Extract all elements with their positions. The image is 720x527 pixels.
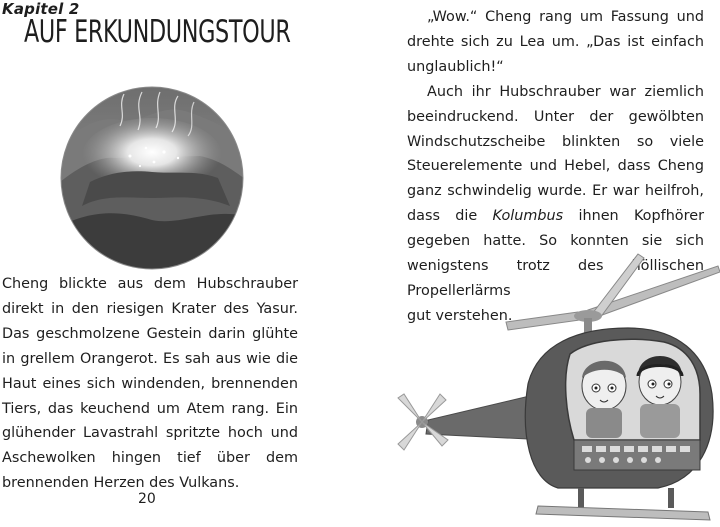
page-number: 20 [138, 491, 156, 507]
paragraph: Cheng blickte aus dem Hubschrauber direkt in den riesigen Krater des Yasur. Das geschmolzene Gestein darin glühte in grellem Orangerot. Es sah aus wie die Haut eines sich windenden, brennenden Tiers, das keuchend um Atem rang. Ein glühender Lavastrahl spritzte hoch und Aschewolken hingen tief über dem brennenden Herzen des Vulkans. [2, 276, 298, 492]
character-cheng [638, 356, 682, 438]
left-paragraph [2, 272, 298, 496]
paragraph-2-end: gut verstehen. [407, 307, 513, 324]
paragraph-1: „Wow.“ Cheng rang um Fassung und drehte sich zu Lea um. „Das ist einfach unglaublich!“ [407, 9, 704, 75]
ship-name: Kolumbus [492, 208, 564, 225]
volcano-crater-illustration [60, 86, 244, 270]
helicopter-illustration [388, 244, 720, 527]
paragraph-2-text-b: ihnen Kopfhörer gegeben hatte. So konnten sie sich wenigstens trotz des höllischen Propellerlärms [407, 208, 704, 299]
chapter-label: Kapitel 2 [2, 0, 80, 18]
rotor-icon [506, 254, 720, 338]
character-lea [582, 361, 626, 438]
chapter-title: AUF ERKUNDUNGSTOUR [24, 14, 291, 50]
paragraph-2-text-a: Auch ihr Hubschrauber war ziemlich beeindruckend. Unter der gewölbten Windschutzscheibe blinkten so viele Steuerelemente und Hebel, dass Cheng ganz schwindelig wurde. Er war heilfroh, dass die [407, 83, 704, 225]
